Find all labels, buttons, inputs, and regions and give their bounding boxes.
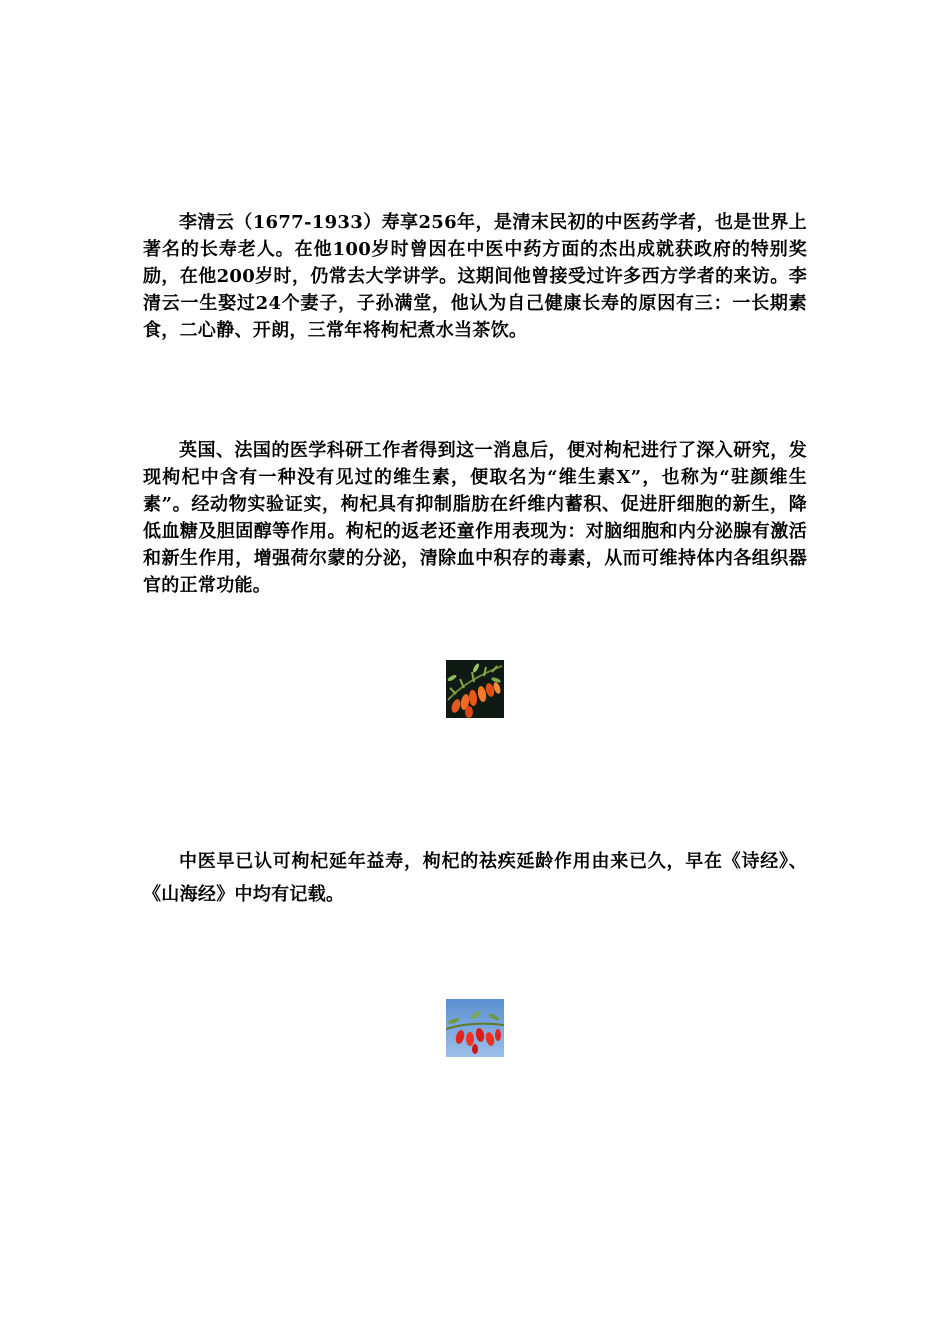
- goji-berry-photo-dark: [446, 660, 504, 718]
- paragraph-li-qingyun: 李清云（1677-1933）寿享256年，是清末民初的中医药学者，也是世界上著名的长寿老人。在他100岁时曾因在中医中药方面的杰出成就获政府的特别奖励，在他200岁时，仍常去大学讲学。这期间他曾接受过许多西方学者的来访。李清云一生娶过24个妻子，子孙满堂，他认为自己健康长寿的原因有三：一长期素食，二心静、开朗，三常年将枸杞煮水当茶饮。: [143, 212, 807, 341]
- goji-berry-photo-sky: [446, 999, 504, 1057]
- paragraph-classics-record: 中医早已认可枸杞延年益寿，枸杞的祛疾延龄作用由来已久，早在《诗经》、《山海经》中均有记载。: [143, 851, 807, 905]
- paragraph-vitamin-x-research: 英国、法国的医学科研工作者得到这一消息后，便对枸杞进行了深入研究，发现枸杞中含有一种没有见过的维生素，便取名为“维生素X”，也称为“驻颜维生素”。经动物实验证实，枸杞具有抑制脂肪在纤维内蓄积、促进肝细胞的新生，降低血糖及胆固醇等作用。枸杞的返老还童作用表现为：对脑细胞和内分泌腺有激活和新生作用，增强荷尔蒙的分泌，清除血中积存的毒素，从而可维持体内各组织器官的正常功能。: [143, 440, 807, 596]
